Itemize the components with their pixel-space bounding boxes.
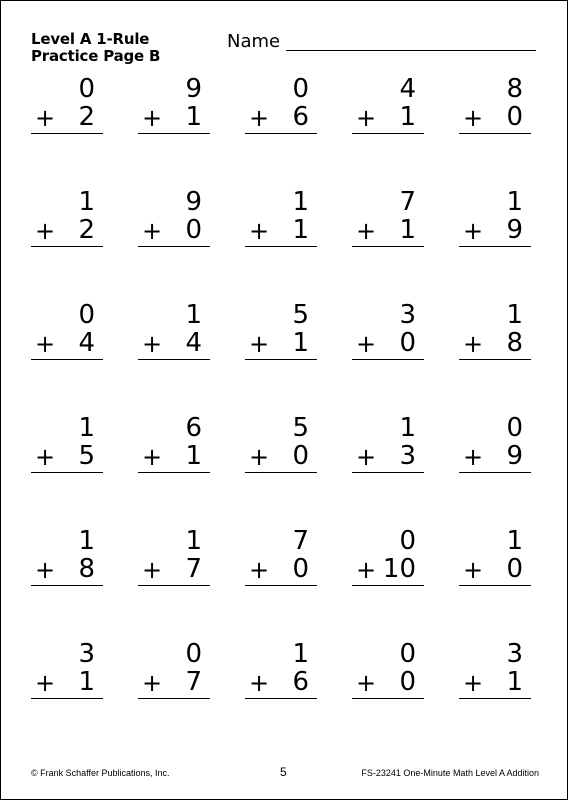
- plus-sign: +: [356, 217, 377, 245]
- addition-problem: [136, 187, 214, 251]
- addition-problem: [243, 413, 321, 477]
- bottom-addend: 7: [185, 667, 202, 697]
- top-addend: 9: [185, 74, 202, 104]
- answer-line[interactable]: [245, 359, 317, 360]
- answer-line[interactable]: [31, 585, 103, 586]
- addition-problem: [243, 639, 321, 703]
- bottom-addend: 4: [185, 328, 202, 358]
- addition-problem: [136, 413, 214, 477]
- addition-problem: [29, 413, 107, 477]
- top-addend: 5: [292, 413, 309, 443]
- top-addend: 1: [506, 187, 523, 217]
- addition-problem: [350, 639, 428, 703]
- answer-line[interactable]: [245, 698, 317, 699]
- name-write-line[interactable]: [286, 50, 536, 51]
- answer-line[interactable]: [352, 472, 424, 473]
- top-addend: 1: [292, 187, 309, 217]
- bottom-addend: 7: [185, 554, 202, 584]
- plus-sign: +: [249, 217, 270, 245]
- answer-line[interactable]: [459, 472, 531, 473]
- bottom-addend: 0: [399, 667, 416, 697]
- answer-line[interactable]: [31, 246, 103, 247]
- top-addend: 1: [78, 526, 95, 556]
- top-addend: 0: [292, 74, 309, 104]
- plus-sign: +: [463, 556, 484, 584]
- top-addend: 3: [78, 639, 95, 669]
- answer-line[interactable]: [138, 472, 210, 473]
- top-addend: 1: [292, 639, 309, 669]
- plus-sign: +: [35, 556, 56, 584]
- title-line-2: Practice Page B: [31, 47, 161, 65]
- plus-sign: +: [463, 104, 484, 132]
- top-addend: 5: [292, 300, 309, 330]
- addition-problem: [350, 187, 428, 251]
- bottom-addend: 1: [185, 102, 202, 132]
- plus-sign: +: [463, 443, 484, 471]
- bottom-addend: 5: [78, 441, 95, 471]
- plus-sign: +: [35, 104, 56, 132]
- addition-problem: [136, 526, 214, 590]
- name-label: Name: [227, 31, 281, 52]
- top-addend: 1: [185, 300, 202, 330]
- answer-line[interactable]: [31, 698, 103, 699]
- plus-sign: +: [463, 217, 484, 245]
- top-addend: 1: [506, 300, 523, 330]
- answer-line[interactable]: [459, 246, 531, 247]
- answer-line[interactable]: [245, 585, 317, 586]
- bottom-addend: 1: [292, 215, 309, 245]
- addition-problem: [457, 187, 535, 251]
- plus-sign: +: [142, 556, 163, 584]
- answer-line[interactable]: [352, 246, 424, 247]
- bottom-addend: 9: [506, 215, 523, 245]
- top-addend: 1: [78, 413, 95, 443]
- top-addend: 4: [399, 74, 416, 104]
- top-addend: 7: [292, 526, 309, 556]
- plus-sign: +: [463, 669, 484, 697]
- plus-sign: +: [142, 330, 163, 358]
- plus-sign: +: [35, 330, 56, 358]
- bottom-addend: 0: [399, 328, 416, 358]
- plus-sign: +: [142, 669, 163, 697]
- addition-problem: [29, 74, 107, 138]
- bottom-addend: 8: [506, 328, 523, 358]
- answer-line[interactable]: [352, 359, 424, 360]
- plus-sign: +: [249, 556, 270, 584]
- answer-line[interactable]: [352, 585, 424, 586]
- bottom-addend: 1: [78, 667, 95, 697]
- plus-sign: +: [35, 443, 56, 471]
- addition-problem: [457, 526, 535, 590]
- addition-problem: [457, 300, 535, 364]
- top-addend: 6: [185, 413, 202, 443]
- bottom-addend: 6: [292, 667, 309, 697]
- top-addend: 0: [399, 526, 416, 556]
- bottom-addend: 0: [506, 102, 523, 132]
- bottom-addend: 1: [399, 215, 416, 245]
- addition-problem: [29, 300, 107, 364]
- addition-problem: [457, 413, 535, 477]
- plus-sign: +: [142, 443, 163, 471]
- addition-problem: [136, 74, 214, 138]
- bottom-addend: 0: [185, 215, 202, 245]
- bottom-addend: 0: [506, 554, 523, 584]
- plus-sign: +: [356, 104, 377, 132]
- plus-sign: +: [356, 669, 377, 697]
- addition-problem: [457, 639, 535, 703]
- plus-sign: +: [249, 330, 270, 358]
- top-addend: 0: [399, 639, 416, 669]
- plus-sign: +: [35, 217, 56, 245]
- bottom-addend: 4: [78, 328, 95, 358]
- answer-line[interactable]: [352, 698, 424, 699]
- addition-problem: [136, 639, 214, 703]
- answer-line[interactable]: [459, 585, 531, 586]
- plus-sign: +: [356, 556, 377, 584]
- addition-problem: [350, 526, 428, 590]
- worksheet-title: [31, 31, 160, 65]
- plus-sign: +: [142, 217, 163, 245]
- plus-sign: +: [249, 443, 270, 471]
- bottom-addend: 6: [292, 102, 309, 132]
- answer-line[interactable]: [245, 133, 317, 134]
- plus-sign: +: [142, 104, 163, 132]
- top-addend: 0: [185, 639, 202, 669]
- answer-line[interactable]: [459, 698, 531, 699]
- answer-line[interactable]: [138, 246, 210, 247]
- plus-sign: +: [249, 104, 270, 132]
- answer-line[interactable]: [138, 359, 210, 360]
- answer-line[interactable]: [138, 698, 210, 699]
- answer-line[interactable]: [31, 133, 103, 134]
- addition-problem: [243, 526, 321, 590]
- bottom-addend: 9: [506, 441, 523, 471]
- addition-problem: [29, 187, 107, 251]
- top-addend: 1: [185, 526, 202, 556]
- bottom-addend: 1: [292, 328, 309, 358]
- answer-line[interactable]: [459, 133, 531, 134]
- answer-line[interactable]: [31, 472, 103, 473]
- addition-problem: [243, 187, 321, 251]
- answer-line[interactable]: [352, 133, 424, 134]
- page-number: 5: [280, 765, 287, 779]
- plus-sign: +: [356, 330, 377, 358]
- top-addend: 3: [399, 300, 416, 330]
- answer-line[interactable]: [459, 359, 531, 360]
- bottom-addend: 2: [78, 215, 95, 245]
- answer-line[interactable]: [245, 246, 317, 247]
- answer-line[interactable]: [31, 359, 103, 360]
- bottom-addend: 1: [399, 102, 416, 132]
- answer-line[interactable]: [138, 585, 210, 586]
- top-addend: 0: [78, 74, 95, 104]
- bottom-addend: 0: [292, 554, 309, 584]
- addition-problem: [243, 300, 321, 364]
- bottom-addend: 1: [506, 667, 523, 697]
- copyright-text: © Frank Schaffer Publications, Inc.: [31, 768, 170, 778]
- plus-sign: +: [35, 669, 56, 697]
- answer-line[interactable]: [138, 133, 210, 134]
- top-addend: 0: [78, 300, 95, 330]
- plus-sign: +: [249, 669, 270, 697]
- addition-problem: [243, 74, 321, 138]
- bottom-addend: 2: [78, 102, 95, 132]
- addition-problem: [29, 639, 107, 703]
- product-code: FS-23241 One-Minute Math Level A Addition: [361, 768, 539, 778]
- addition-problem: [350, 300, 428, 364]
- top-addend: 9: [185, 187, 202, 217]
- title-line-1: Level A 1-Rule: [31, 30, 150, 48]
- bottom-addend: 8: [78, 554, 95, 584]
- top-addend: 1: [78, 187, 95, 217]
- bottom-addend: 10: [382, 554, 416, 584]
- plus-sign: +: [463, 330, 484, 358]
- addition-problem: [136, 300, 214, 364]
- addition-problem: [457, 74, 535, 138]
- bottom-addend: 0: [292, 441, 309, 471]
- top-addend: 1: [399, 413, 416, 443]
- answer-line[interactable]: [245, 472, 317, 473]
- addition-problem: [350, 74, 428, 138]
- bottom-addend: 1: [185, 441, 202, 471]
- top-addend: 7: [399, 187, 416, 217]
- addition-problem: [29, 526, 107, 590]
- plus-sign: +: [356, 443, 377, 471]
- top-addend: 8: [506, 74, 523, 104]
- bottom-addend: 3: [399, 441, 416, 471]
- top-addend: 3: [506, 639, 523, 669]
- top-addend: 0: [506, 413, 523, 443]
- addition-problem: [350, 413, 428, 477]
- top-addend: 1: [506, 526, 523, 556]
